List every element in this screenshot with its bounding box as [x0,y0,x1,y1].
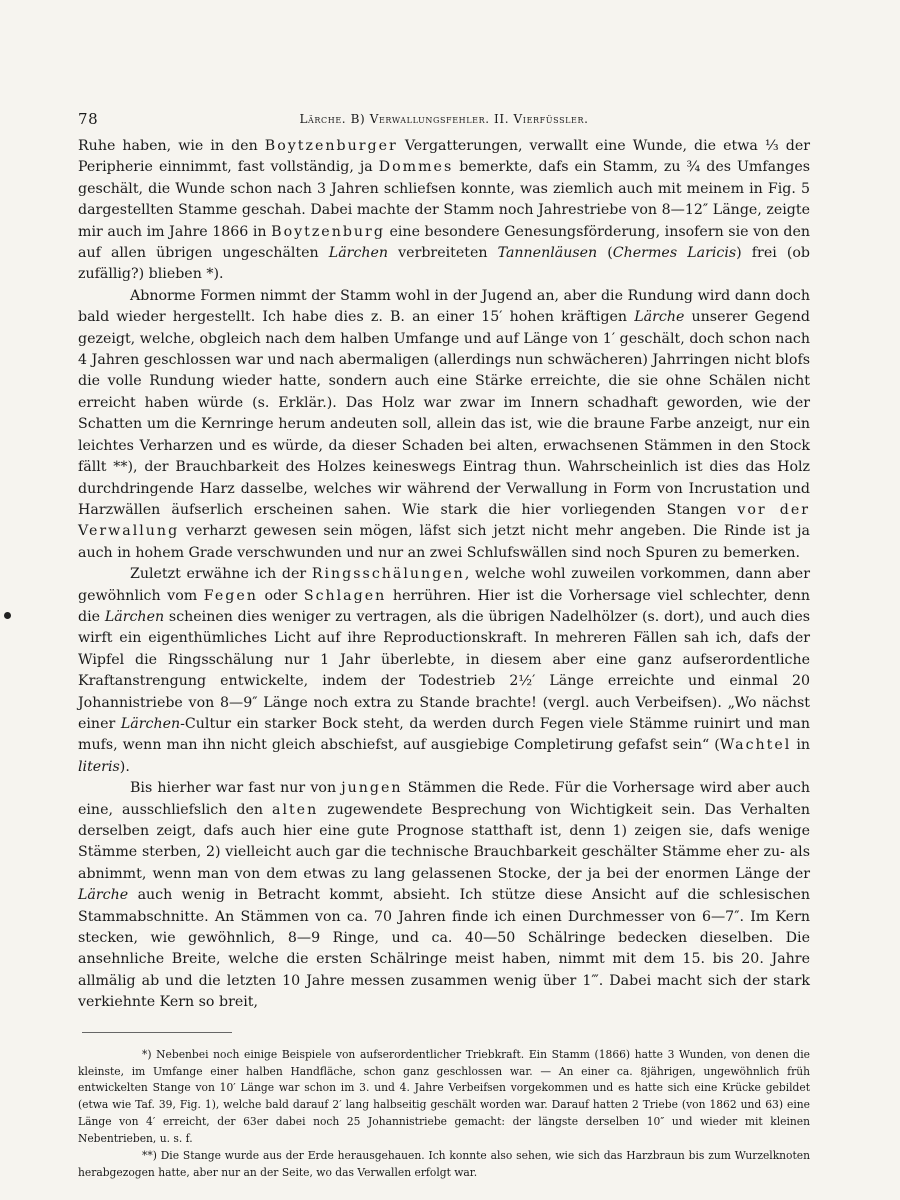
italic-term: Lärchen [328,245,389,262]
paragraph-3: Zuletzt erwähne ich der Ringsschälungen, welche wohl zuweilen vorkommen, dann aber gewöhnlich vom Fegen oder Schlagen herrühren. Hier ist die Vorhersage viel schlechter, denn die Lärchen scheinen dies weniger zu vertragen, als die übrigen Nadelhölzer (s. dort), und auch dies wirft ein eigenthümliches Licht auf ihre Reproductionskraft. In mehreren Fällen sah ich, dafs der Wipfel die Ringsschälung nur 1 Jahr überlebte, in diesem aber eine ganz aufserordentliche Kraftanstrengung entwickelte, indem der Todestrieb 2½′ Länge erreichte und einmal 20 Johannistriebe von 8—9″ Länge noch extra zu Stande brachte! (vergl. auch Verbeifsen). „Wo nächst einer Lärchen-Cultur ein starker Bock steht, da werden durch Fegen viele Stämme ruinirt und man mufs, wenn man ihn nicht gleich abschiefst, auf ausgiebige Completirung gefafst sein“ (Wachtel in literis). [78,566,810,775]
footnote-2: **) Die Stange wurde aus der Erde herausgehauen. Ich konnte also sehen, wie sich das Harzbraun bis zum Wurzelknoten herabgezogen hatte, aber nur an der Seite, wo das Verwallen erfolgt war. [78,1149,810,1179]
spaced-emphasis: Fegen [203,587,258,604]
italic-term: Lärche [78,887,129,904]
body-text [78,136,810,1014]
paragraph-1: Ruhe haben, wie in den Boytzenburger Vergatterungen, verwallt eine Wunde, die etwa ⅓ der Peripherie einnimmt, fast vollständig, ja Dommes bemerkte, dafs ein Stamm, zu ¾ des Umfanges geschält, die Wunde schon nach 3 Jahren schliefsen konnte, was ziemlich auch mit meinem in Fig. 5 dargestellten Stamme geschah. Dabei machte der Stamm noch Jahrestriebe von 8—12″ Länge, zeigte mir auch im Jahre 1866 in Boytzenburg eine besondere Genesungsförderung, insofern sie von den auf allen übrigen ungeschälten Lärchen verbreiteten Tannenläusen (Chermes Laricis) frei (ob zufällig?) blieben *). [78,138,810,283]
spaced-emphasis: Boytzenburger [264,138,398,154]
footnote-divider [82,1032,232,1033]
spaced-emphasis: vor der Verwallung [78,501,810,540]
paragraph-4: Bis hierher war fast nur von jungen Stämmen die Rede. Für die Vorhersage wird aber auch eine, ausschliefslich den alten zugewendete Besprechung von Wichtigkeit sein. Das Verhalten derselben zeigt, dafs auch hier eine gute Prognose statthaft ist, denn 1) zeigen sie, dafs wenige Stämme sterben, 2) vielleicht auch gar die technische Brauchbarkeit geschälter Stämme eher zu- als abnimmt, wenn man von dem etwas zu lang gelassenen Stocke, der ja bei der enormen Länge der Lärche auch wenig in Betracht kommt, absieht. Ich stütze diese Ansicht auf die schlesischen Stammabschnitte. An Stämmen von ca. 70 Jahren finde ich einen Durchmesser von 6—7″. Im Kern stecken, wie gewöhnlich, 8—9 Ringe, und ca. 40—50 Schälringe bedecken dieselben. Die ansehnliche Breite, welche die ersten Schälringe meist haben, nimmt mit dem 15. bis 20. Jahre allmälig ab und die letzten 10 Jahre messen zusammen wenig über 1‴. Dabei macht sich der stark verkiehnte Kern so breit, [78,780,810,1011]
spaced-emphasis: Ringsschälungen [311,566,465,583]
spaced-emphasis: Boytzenburg [271,223,385,240]
italic-term: Lärchen [104,608,165,625]
spaced-emphasis: Dommes [378,159,454,176]
spaced-emphasis: Wachtel [719,737,792,754]
footnote-1: *) Nebenbei noch einige Beispiele von aufserordentlicher Triebkraft. Ein Stamm (1866) hatte 3 Wunden, von denen die kleinste, im Umfange einer halben Handfläche, schon ganz geschlossen war. — An einer ca. 8jährigen, ungewöhnlich früh entwickelten Stange von 10′ Länge war schon im 3. und 4. Jahre Verbeifsen vorgekommen und es hatte sich eine Krücke gebildet (etwa wie Taf. 39, Fig. 1), welche bald darauf 2′ lang halbseitig geschält worden war. Darauf hatten 2 Triebe (von 1862 und 63) eine Länge von 4′ erreicht, der 63er dabei noch 25 Johannistriebe gemacht: der längste derselben 10″ und wieder mit kleinen Nebentrieben, u. s. f. [78,1047,810,1146]
italic-term: Lärchen [120,715,181,732]
page-header [78,110,810,136]
footnotes [78,1047,810,1182]
spaced-emphasis: Schlagen [303,587,387,604]
page [78,110,810,1182]
italic-term: Chermes Laricis [612,245,737,262]
spaced-emphasis: jungen [341,780,403,797]
italic-term: Tannenläusen [497,245,598,262]
italic-term: literis [78,758,120,775]
italic-term: Lärche [634,309,685,326]
page-number: 78 [78,110,99,128]
margin-dot [4,612,11,619]
spaced-emphasis: alten [271,801,319,818]
paragraph-2: Abnorme Formen nimmt der Stamm wohl in der Jugend an, aber die Rundung wird dann doch bald wieder hergestellt. Ich habe dies z. B. an einer 15′ hohen kräftigen Lärche unserer Gegend gezeigt, welche, obgleich nach dem halben Umfange und auf Länge von 1′ geschält, doch schon nach 4 Jahren geschlossen war und nach abermaligen (allerdings nun schwächeren) Jahrringen nicht blofs die volle Rundung wieder hatte, sondern auch eine Stärke erreichte, die sie ohne Schälen nicht erreicht haben würde (s. Erklär.). Das Holz war zwar im Innern schadhaft geworden, wie der Schatten um die Kernringe herum andeuten soll, allein das ist, wie die braune Farbe anzeigt, nur ein leichtes Verharzen und es würde, da dieser Schaden bei alten, erwachsenen Stämmen in den Stock fällt **), der Brauchbarkeit des Holzes keineswegs Eintrag thun. Wahrscheinlich ist dies das Holz durchdringende Harz dasselbe, welches wir während der Verwallung in Form von Incrustation und Harzwällen äufserlich erscheinen sahen. Wie stark die hier vorliegenden Stangen vor der Verwallung verharzt gewesen sein mögen, läfst sich jetzt nicht mehr angeben. Die Rinde ist ja auch in hohem Grade verschwunden und nur an zwei Schlufswällen sind noch Spuren zu bemerken. [78,287,810,561]
running-head: Lärche. B) Verwallungsfehler. II. Vierfüssler. [299,112,589,126]
